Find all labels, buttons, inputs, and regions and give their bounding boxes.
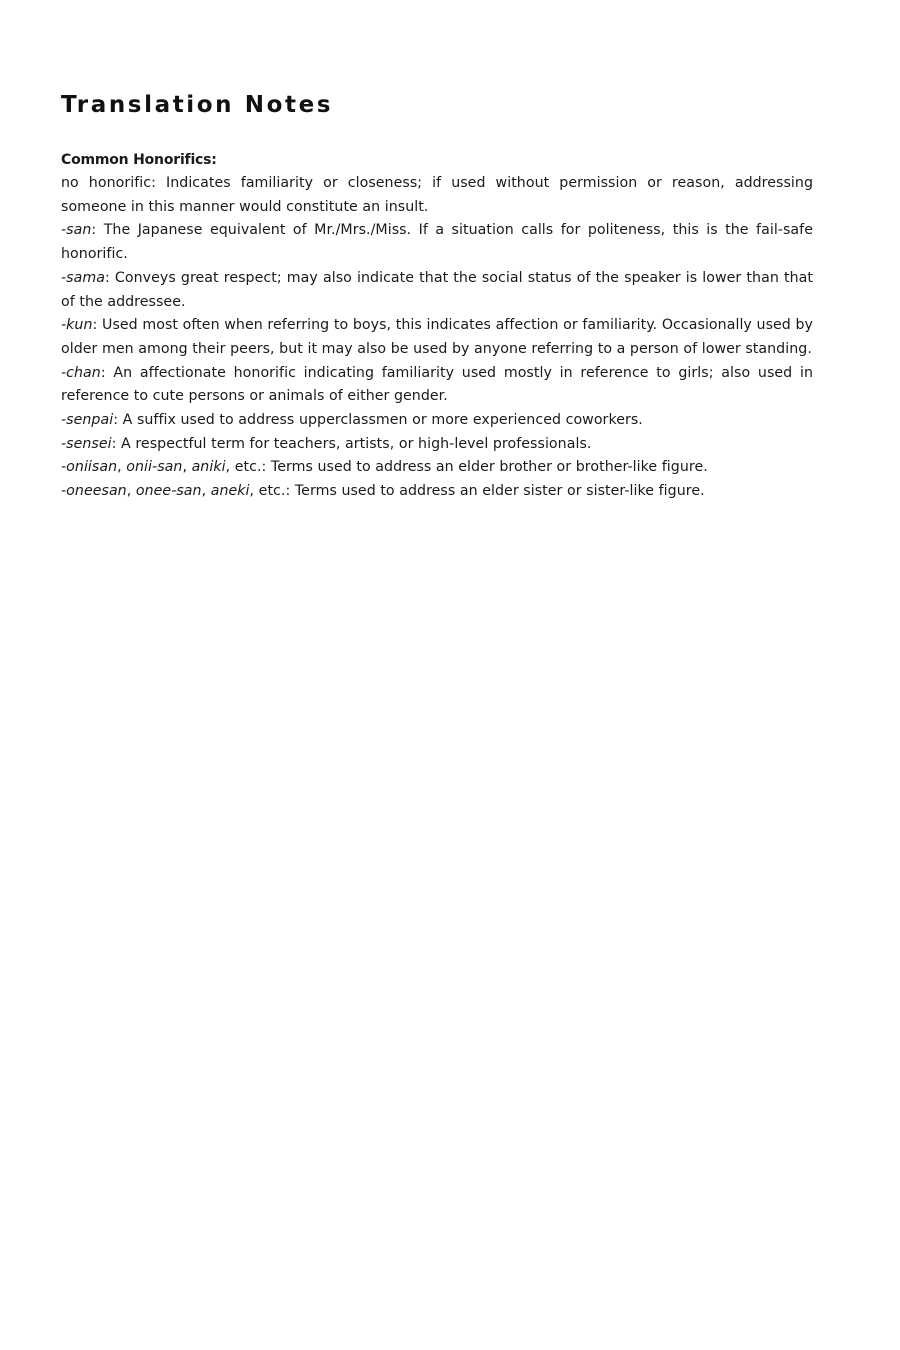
honorific-term: -kun [61,317,93,334]
honorific-entry-kun [61,314,813,361]
honorific-term: -san [61,222,92,239]
honorific-term: -oneesan [61,483,127,500]
honorific-definition: : An affectionate honorific indicating familiarity used mostly in reference to girls; also used in reference to cute persons or animals of either gender. [61,364,813,405]
term-separator: , [182,459,192,476]
honorific-term: -oniisan [61,459,118,476]
honorific-definition: , etc.: Terms used to address an elder brother or brother-like figure. [225,459,708,476]
honorific-definition: : Indicates familiarity or closeness; if used without permission or reason, addressing someone in this manner would constitute an insult. [61,175,814,215]
honorific-term: -senpai [61,412,114,429]
honorific-entry-san [61,219,813,266]
honorific-entry-sama [61,267,813,314]
honorific-definition: : A respectful term for teachers, artists, or high-level professionals. [111,435,592,452]
honorific-entry-sensei [61,433,813,457]
honorific-term: onee-san [135,483,202,500]
term-separator: , [117,459,127,476]
honorific-term: -sama [61,269,105,286]
term-separator: , [126,483,136,500]
honorific-entry-senpai [61,409,813,433]
honorifics-list [61,172,813,504]
honorific-definition: : Used most often when referring to boys, this indicates affection or familiarity. Occasionally used by older men among their peers, but it may also be used by anyone referring to a person of lower standing. [61,317,813,357]
honorific-definition: , etc.: Terms used to address an elder sister or sister-like figure. [249,483,705,500]
honorific-term: aniki [191,459,226,476]
honorific-entry-none [61,172,813,219]
honorific-term: no honorific [61,175,152,191]
honorific-term: -chan [61,364,101,381]
honorific-definition: : A suffix used to address upperclassmen or more experienced coworkers. [113,412,643,429]
term-separator: , [201,483,211,500]
section-heading-honorifics: Common Honorifics: [61,152,217,168]
honorific-definition: : Conveys great respect; may also indicate that the social status of the speaker is lower than that of the addressee. [61,269,813,310]
honorific-term: -sensei [61,435,112,452]
honorific-definition: : The Japanese equivalent of Mr./Mrs./Miss. If a situation calls for politeness, this is the fail-safe honorific. [61,222,813,263]
honorific-entry-oniisan [61,456,813,480]
honorific-entry-chan [61,362,813,409]
translation-notes-page [61,88,813,504]
page-title: Translation Notes [61,92,334,118]
honorific-term: aneki [210,483,250,500]
honorific-term: onii-san [126,459,183,476]
honorific-entry-oneesan [61,480,813,504]
